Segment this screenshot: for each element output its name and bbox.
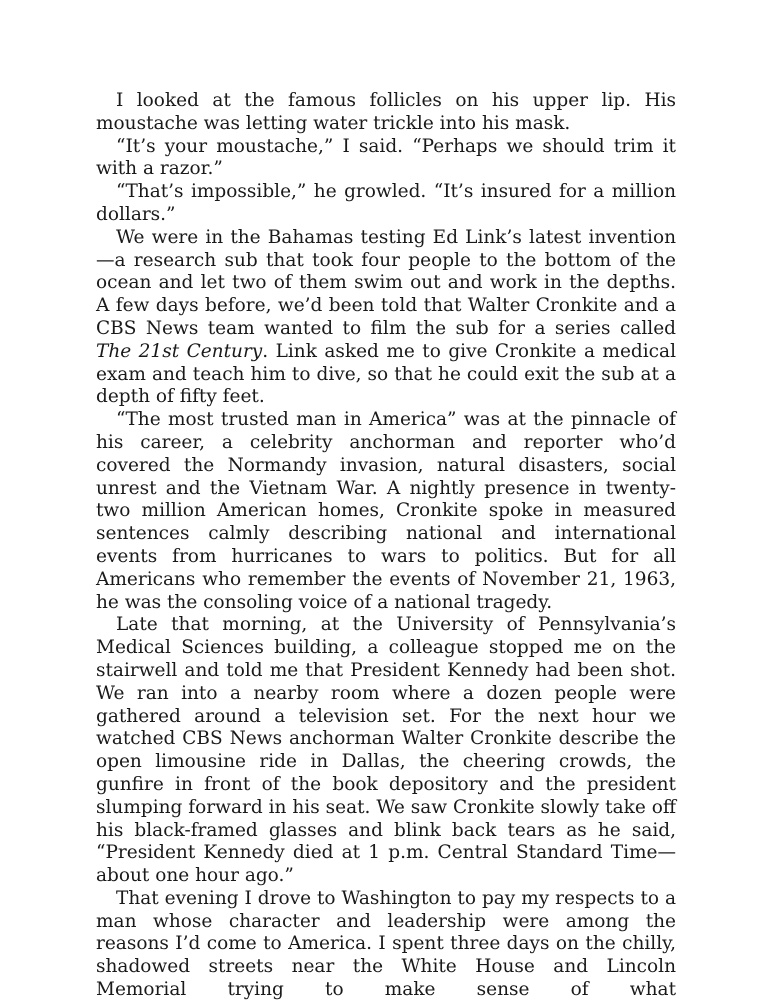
text-segment: Late that morning, at the University of Pennsylvania’s Medical Sciences building, a colleague stopped me on the stairwell and told me that President Kennedy had been shot. We ran into a nearby room where a dozen people were gathered around a television set. For the next hour we watched CBS News anchorman Walter Cronkite describe the open limousine ride in Dallas, the cheering crowds, the gunfire in front of the book depository and the president slumping forward in his seat. We saw Cronkite slowly take off his black-framed glasses and blink back tears as he said, “President Kennedy died at 1 p.m. Central Standard Time—about one hour ago.” [96, 614, 676, 887]
text-segment: . Link asked me to give Cronkite a medical exam and teach him to dive, so that he could exit the sub at a depth of fifty feet. [96, 340, 676, 408]
paragraph-moustache [96, 90, 676, 136]
paragraph-insured-quote [96, 181, 676, 227]
series-title: The 21st Century [96, 340, 263, 362]
paragraph-trim-quote [96, 136, 676, 182]
paragraph-most-trusted [96, 409, 676, 614]
text-segment: “It’s your moustache,” I said. “Perhaps we should trim it with a razor.” [96, 135, 676, 180]
paragraph-washington [96, 888, 676, 1002]
text-segment: I looked at the famous follicles on his upper lip. His moustache was letting water trickle into his mask. [96, 90, 676, 134]
paragraph-kennedy-shot [96, 614, 676, 888]
text-segment: “That’s impossible,” he growled. “It’s insured for a million dollars.” [96, 181, 676, 225]
text-segment: That evening I drove to Washington to pay my respects to a man whose character and leadership were among the reasons I’d come to America. I spent three days on the chilly, shadowed streets near the White House and Lincoln Memorial trying to make sense of what [96, 887, 676, 1001]
book-page [96, 90, 676, 1002]
text-segment: We were in the Bahamas testing Ed Link’s latest invention—a research sub that took four people to the bottom of the ocean and let two of them swim out and work in the depths. A few days before, we’d been told that Walter Cronkite and a CBS News team wanted to film the sub for a series called [96, 226, 676, 339]
paragraph-bahamas [96, 227, 676, 409]
text-segment: “The most trusted man in America” was at the pinnacle of his career, a celebrity anchorman and reporter who’d covered the Normandy invasion, natural disasters, social unrest and the Vietnam War. A nightly presence in twenty-two million American homes, Cronkite spoke in measured sentences calmly describing national and international events from hurricanes to wars to politics. But for all Americans who remember the events of November 21, 1963, he was the consoling voice of a national tragedy. [96, 409, 676, 613]
